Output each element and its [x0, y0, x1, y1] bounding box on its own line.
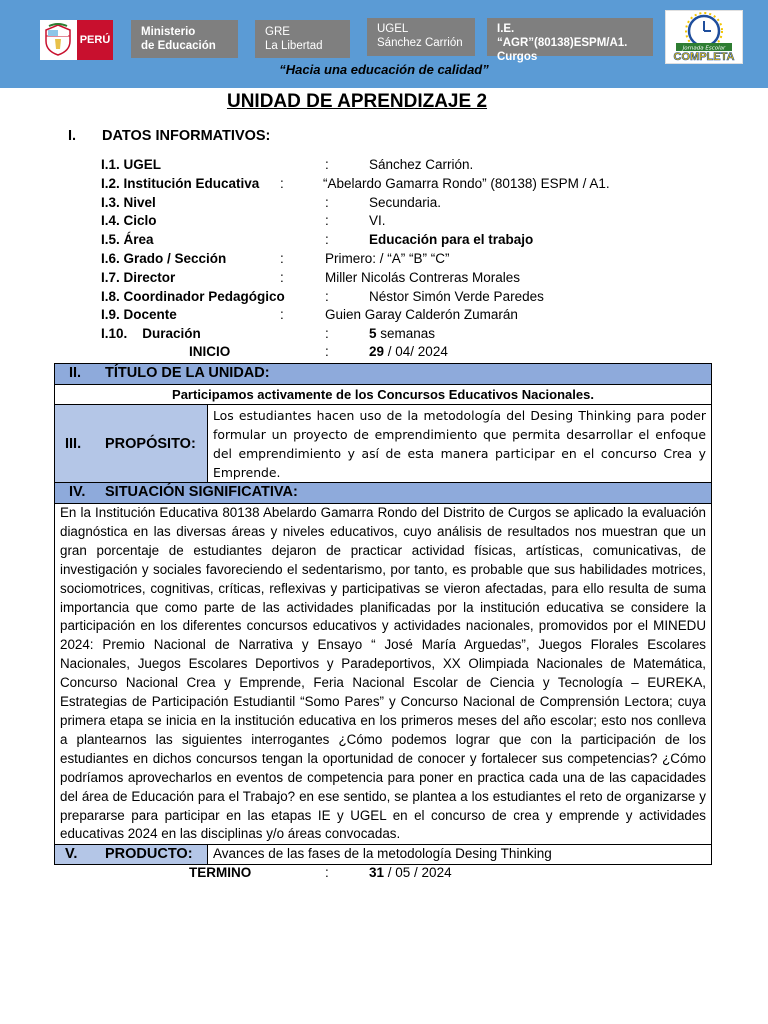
gre-line1: GRE: [265, 26, 290, 38]
ugel-block: [367, 18, 475, 56]
info-value: [369, 326, 435, 341]
section5-title: PRODUCTO:: [105, 846, 193, 863]
info-colon: :: [280, 176, 284, 191]
ministry-block: [131, 20, 238, 58]
info-label: I.9. Docente: [101, 307, 177, 322]
unit-title-row: [55, 385, 712, 405]
purpose-row: [55, 405, 712, 483]
info-label: I.1. UGEL: [101, 157, 162, 172]
section1-title: DATOS INFORMATIVOS:: [102, 128, 271, 144]
section3-header: [55, 405, 208, 483]
section2-header: [55, 364, 712, 385]
info-value: [369, 344, 448, 359]
end-value: [369, 865, 452, 880]
situation-text: En la Institución Educativa 80138 Abelardo Gamarra Rondo del Distrito de Curgos se aplicado la evaluación diagnóstica en las diversas áreas y niveles educativos, cuyo análisis de resultados nos muestran que un gran porcentaje de estudiantes dejaron de practicar actividad físicas, artísticas, comunicativas, de investigación y sociales favoreciendo el sedentarismo, por tanto, es probable que sus habilidades motrices, sociomotrices, cognitivas, críticas, reflexivas y participativas se vieron afectadas, para ello resulta de suma importancia que como parte de las actividades planificadas por la institución educativa se considere la participación en los diferentes concursos educativos y actividades nacionales, promovidos por el MINEDU 2024: Premio Nacional de Narrativa y Ensayo “ José María Arguedas”, Juegos Florales Escolares Nacionales, Juegos Escolares Deportivos y Paradeportivos, XX Olimpiada Nacionales de Matemática, Concurso Nacional Crea y Emprende, Feria Nacional Escolar de Ciencia y Tecnología – EUREKA, Estrategias de Participación Estudiantil “Somo Pares” y Concurso Nacional de Comprensión Lectora; cuya primera etapa se inicia en la institución educativa en los primeros meses del año escolar; esto nos conlleva a plantearnos las siguientes interrogantes ¿Cómo podemos lograr que con la participación de los estudiantes en dichos concursos tengan la oportunidad de conocer y fortalecer sus competencias? ¿Cómo podríamos aprovecharlos en eventos de competencia para poner en practica cada una de las capacidades del área de Educación para el Trabajo? en ese sentido, se plantea a los estudiantes el reto de organizarse y prepararse para participar en las etapas IE y UGEL en el concurso de crea y emprende y actividades educativas 2024 en las disciplinas y/o áreas convocadas.: [55, 504, 712, 845]
info-colon: :: [325, 289, 329, 304]
info-label: I.6. Grado / Sección: [101, 251, 227, 266]
start-day: 29: [369, 344, 385, 359]
peru-label: PERÚ: [77, 20, 113, 60]
section2-title: TÍTULO DE LA UNIDAD:: [105, 365, 270, 381]
jec-logo: [665, 10, 743, 64]
situation-row: [55, 504, 712, 845]
info-colon: :: [325, 157, 329, 172]
ie-line2: Curgos: [497, 51, 538, 63]
end-label: TERMINO: [189, 865, 252, 880]
gre-line2: La Libertad: [265, 40, 323, 52]
section4-title: SITUACIÓN SIGNIFICATIVA:: [105, 484, 298, 500]
coat-of-arms-icon: [43, 23, 73, 57]
header-band: [0, 0, 768, 88]
duration-unit: semanas: [376, 326, 436, 341]
info-label: I.4. Ciclo: [101, 213, 157, 228]
end-rest: / 05 / 2024: [384, 865, 452, 880]
info-value: Secundaria.: [369, 195, 442, 210]
page-title: UNIDAD DE APRENDIZAJE 2: [226, 91, 488, 112]
duration-number: 5: [369, 326, 377, 341]
end-colon: :: [325, 865, 329, 880]
info-value: VI.: [369, 213, 386, 228]
info-colon: :: [325, 326, 329, 341]
section4-header-row: [55, 483, 712, 504]
section5-header: [55, 845, 208, 865]
section1-num: I.: [68, 128, 77, 144]
gre-block: [255, 20, 350, 58]
info-colon: :: [325, 195, 329, 210]
info-value: Primero: / “A” “B” “C”: [325, 251, 450, 266]
ie-line1: I.E. “AGR”(80138)ESPM/A1.: [497, 23, 628, 49]
info-label: I.2. Institución Educativa: [101, 176, 260, 191]
info-colon: :: [280, 251, 284, 266]
unit-title: Participamos activamente de los Concursos Educativos Nacionales.: [55, 385, 712, 405]
info-label: INICIO: [189, 344, 231, 359]
info-colon: :: [325, 344, 329, 359]
clock-logo-icon: [666, 11, 742, 63]
section3-title: PROPÓSITO:: [105, 435, 196, 452]
product-text: Avances de las fases de la metodología Desing Thinking: [208, 845, 712, 865]
unit-table: [54, 363, 712, 865]
info-label: I.8. Coordinador Pedagógico: [101, 289, 285, 304]
peru-logo: [40, 20, 113, 60]
section1-heading: [68, 128, 270, 144]
info-value: “Abelardo Gamarra Rondo” (80138) ESPM / A1.: [323, 176, 610, 191]
info-label: I.7. Director: [101, 270, 176, 285]
jec-text2: COMPLETA: [673, 51, 735, 63]
info-value: Miller Nicolás Contreras Morales: [325, 270, 521, 285]
info-value: Educación para el trabajo: [369, 232, 534, 247]
info-value: Néstor Simón Verde Paredes: [369, 289, 544, 304]
ministry-line2: de Educación: [141, 40, 216, 52]
section3-num: III.: [65, 435, 82, 452]
product-row: [55, 845, 712, 865]
ugel-line1: UGEL: [377, 23, 409, 35]
ugel-line2: Sánchez Carrión: [377, 37, 463, 49]
info-value: Guien Garay Calderón Zumarán: [325, 307, 518, 322]
info-colon: :: [325, 232, 329, 247]
section2-header-row: [55, 364, 712, 385]
purpose-text: Los estudiantes hacen uso de la metodología del Desing Thinking para poder formular un proyecto de emprendimiento que permita desarrollar el enfoque del emprendimiento y así de esta manera participar en el concurso Crea y Emprende.: [208, 405, 712, 483]
info-colon: :: [325, 213, 329, 228]
end-day: 31: [369, 865, 385, 880]
ministry-line1: Ministerio: [141, 26, 196, 38]
info-label: I.10. Duración: [101, 326, 201, 341]
start-rest: / 04/ 2024: [384, 344, 448, 359]
section5-num: V.: [65, 846, 78, 863]
section2-num: II.: [69, 365, 82, 381]
info-label: I.5. Área: [101, 232, 154, 247]
info-label: I.3. Nivel: [101, 195, 156, 210]
info-value: Sánchez Carrión.: [369, 157, 474, 172]
info-colon: :: [280, 270, 284, 285]
motto: “Hacia una educación de calidad”: [279, 62, 489, 77]
info-colon: :: [280, 307, 284, 322]
section4-num: IV.: [69, 484, 86, 500]
section4-header: [55, 483, 712, 504]
jec-text1: Jornada Escolar: [682, 45, 726, 52]
ie-block: [487, 18, 653, 63]
